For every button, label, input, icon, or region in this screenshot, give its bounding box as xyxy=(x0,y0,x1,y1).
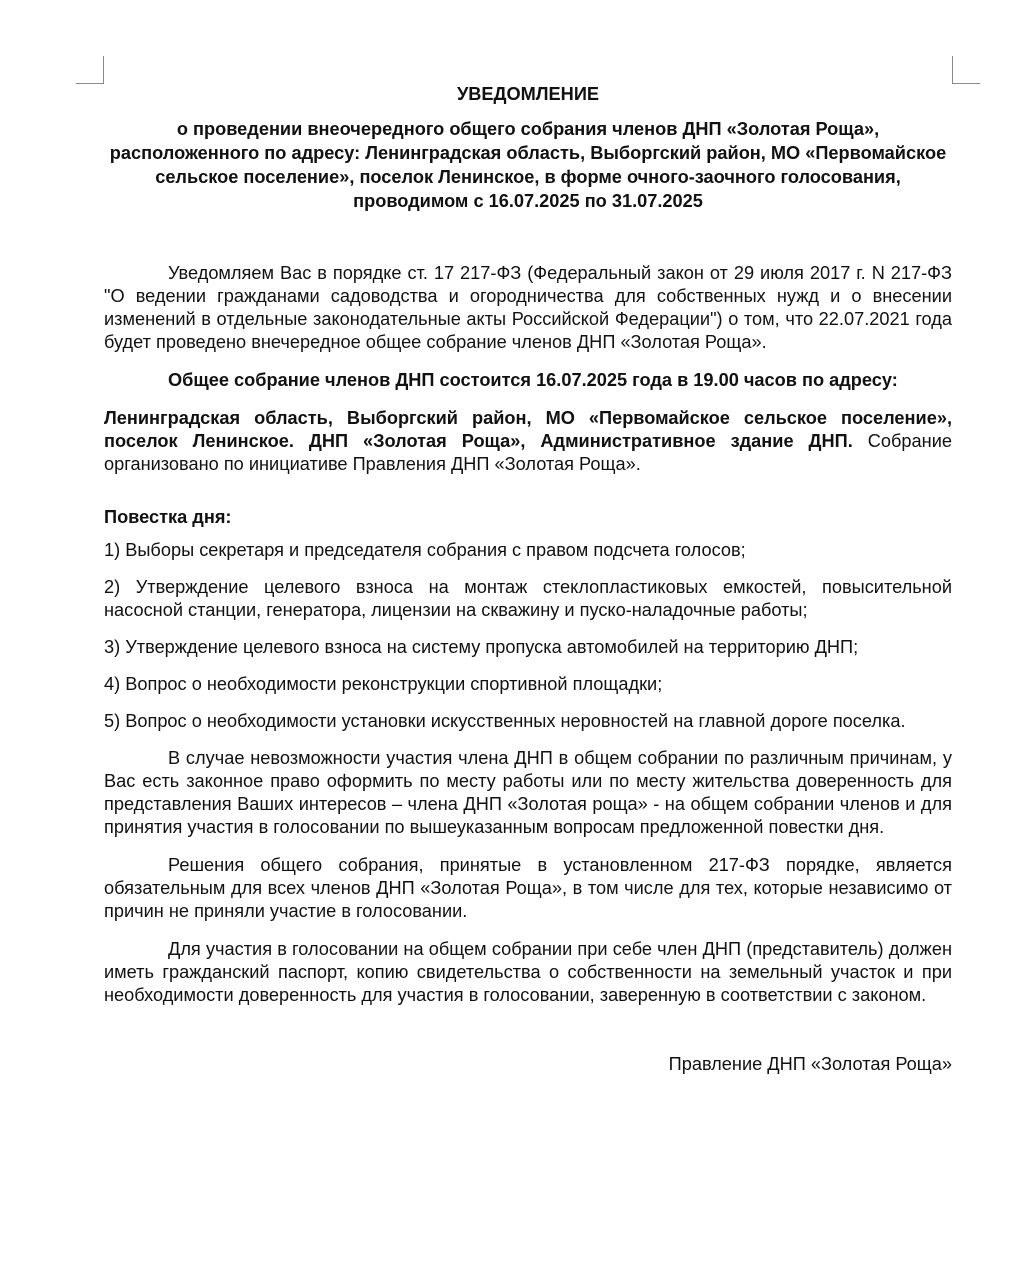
page-corner-mark-right xyxy=(952,56,982,86)
intro-paragraph: Уведомляем Вас в порядке ст. 17 217-ФЗ (Федеральный закон от 29 июля 2017 г. N 217-ФЗ "О ведении гражданами садоводства и огородничества для собственных нужд и о внесении изменений в отдельные законодательные акты Российской Федерации") о том, что 22.07.2021 года будет проведено внечередное общее собрание членов ДНП «Золотая Роща». xyxy=(104,263,952,352)
document-subtitle: о проведении внеочередного общего собрания членов ДНП «Золотая Роща», расположенного по адресу: Ленинградская область, Выборгский район, МО «Первомайское сельское поселение», поселок Ленинское, в форме очного-заочного голосования, проводимом с 16.07.2025 по 31.07.2025 xyxy=(109,119,947,211)
documents-paragraph: Для участия в голосовании на общем собрании при себе член ДНП (представитель) должен иметь гражданский паспорт, копию свидетельства о собственности на земельный участок и при необходимости доверенность для участия в голосовании, заверенную в соответствии с законом. xyxy=(104,939,952,1005)
agenda-item-3: 3) Утверждение целевого взноса на систему пропуска автомобилей на территорию ДНП; xyxy=(104,637,859,657)
agenda-title: Повестка дня: xyxy=(104,507,232,527)
decisions-paragraph: Решения общего собрания, принятые в установленном 217-ФЗ порядке, является обязательным для всех членов ДНП «Золотая Роща», в том числе для тех, которые независимо от причин не приняли участие в голосовании. xyxy=(104,855,952,921)
document-title: УВЕДОМЛЕНИЕ xyxy=(456,84,600,104)
page-corner-mark-left xyxy=(76,56,106,86)
agenda-item-5: 5) Вопрос о необходимости установки искусственных неровностей на главной дороге поселка. xyxy=(104,711,906,731)
address-bold-text: Ленинградская область, Выборгский район, МО «Первомайское сельское поселение», поселок Ленинское. ДНП «Золотая Роща», Административное здание ДНП. xyxy=(104,408,952,451)
agenda-item-4: 4) Вопрос о необходимости реконструкции спортивной площадки; xyxy=(104,674,663,694)
signature: Правление ДНП «Золотая Роща» xyxy=(668,1054,952,1074)
agenda-item-1: 1) Выборы секретаря и председателя собрания с правом подсчета голосов; xyxy=(104,540,746,560)
proxy-paragraph: В случае невозможности участия члена ДНП в общем собрании по различным причинам, у Вас есть законное право оформить по месту работы или по месту жительства доверенность для представления Ваших интересов – члена ДНП «Золотая роща» - на общем собрании членов и для принятия участия в голосовании по вышеуказанным вопросам предложенной повестки дня. xyxy=(104,748,952,837)
meeting-line: Общее собрание членов ДНП состоится 16.07.2025 года в 19.00 часов по адресу: xyxy=(168,370,898,390)
address-paragraph xyxy=(104,407,952,476)
address-rest-text: Собрание организовано по инициативе Правления ДНП «Золотая Роща». xyxy=(104,431,952,474)
document-page xyxy=(104,82,952,1076)
agenda-item-2: 2) Утверждение целевого взноса на монтаж стеклопластиковых емкостей, повысительной насосной станции, генератора, лицензии на скважину и пуско-наладочные работы; xyxy=(104,577,952,620)
